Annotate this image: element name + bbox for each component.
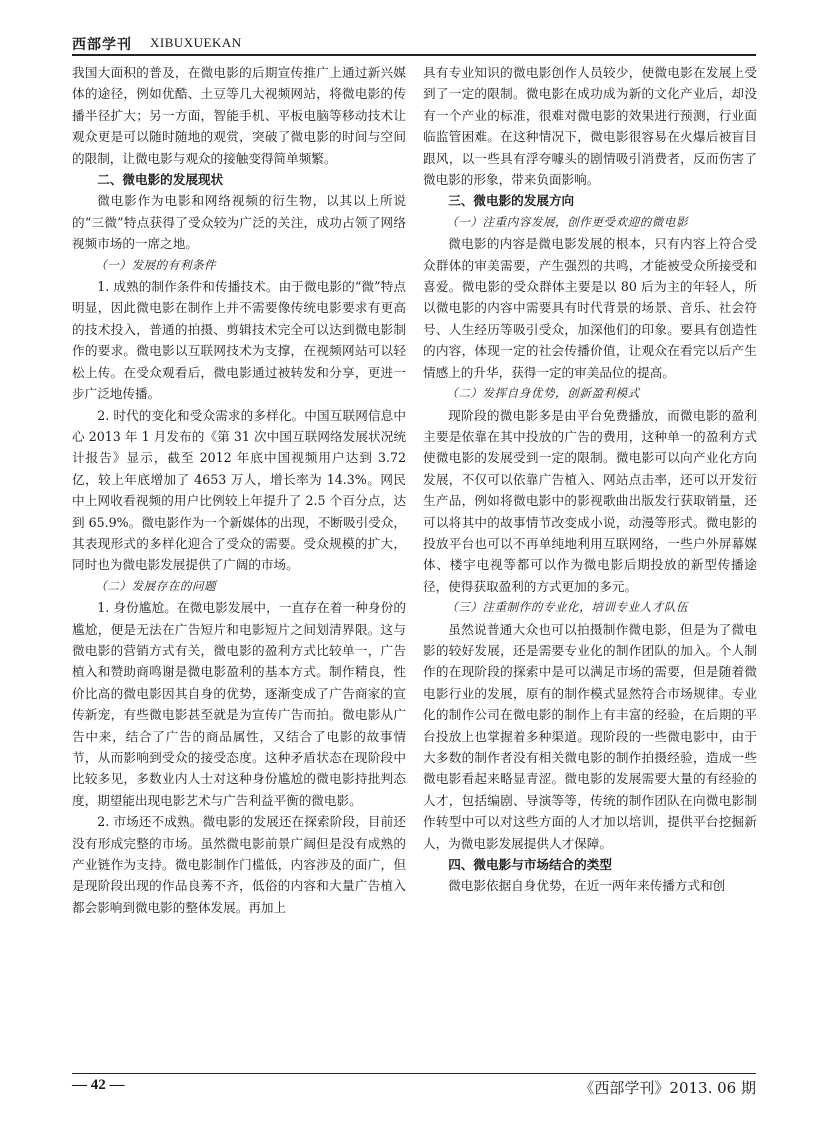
subsection-heading: （二）发展存在的问题 (95, 578, 217, 593)
journal-name-en: XIBUXUEKAN (150, 35, 242, 50)
body-paragraph: 1. 身份尴尬。在微电影发展中，一直存在着一种身份的尴尬，便是无法在广告短片和电影短片之间划清界限。这与微电影的营销方式有关，微电影的盈利方式比较单一，广告植入和赞助商鸣谢是微电影盈利的基本方式。制作精良，性价比高的微电影因其自身的优势，逐渐变成了广告商家的宣传新宠，有些微电影甚至就是为宣传广告而拍。微电影从广告中来，结合了广告的商品属性，又结合了电影的故事情节，从而影响到受众的接受态度。这种矛盾状态在现阶段中比较多见，多数业内人士对这种身份尴尬的微电影持批判态度，期望能出现电影艺术与广告利益平衡的微电影。 (72, 600, 406, 808)
running-footer (72, 1073, 756, 1098)
left-column (72, 62, 406, 1062)
body-paragraph: 虽然说普通大众也可以拍摄制作微电影，但是为了微电影的较好发展，还是需要专业化的制作团队的加入。个人制作的在现阶段的探索中是可以满足市场的需要，但是随着微电影行业的发展，原有的制作模式显然符合市场规律。专业化的制作公司在微电影的制作上有丰富的经验，在后期的平台投放上也掌握着多种渠道。现阶段的一些微电影中，由于大多数的制作者没有相关微电影的制作拍摄经验，造成一些微电影看起来略显青涩。微电影的发展需要大量的有经验的人才，包括编剧、导演等等，传统的制作团队在向微电影制作转型中可以对这些方面的人才加以培训，提供平台挖掘新人，为微电影发展提供人才保障。 (423, 621, 757, 851)
body-paragraph: 微电影的内容是微电影发展的根本，只有内容上符合受众群体的审美需要，产生强烈的共鸣，才能被受众所接受和喜爱。微电影的受众群体主要是以 80 后为主的年轻人，所以微电影的内容中需要具有时代背景的场景、音乐、社会符号、人生经历等吸引受众，加深他们的印象。要具有创造性的内容，体现一定的社会传播价值，让观众在看完以后产生情感上的升华，获得一定的审美品位的提高。 (423, 236, 757, 380)
body-paragraph: 微电影作为电影和网络视频的衍生物，以其以上所说的“三微”特点获得了受众较为广泛的关注，成功占领了网络视频市场的一席之地。 (72, 193, 406, 252)
section-heading: 三、微电影的发展方向 (448, 193, 575, 209)
body-paragraph: 1. 成熟的制作条件和传播技术。由于微电影的“微”特点明显，因此微电影在制作上并不需要像传统电影要求有更高的技术投入，普通的拍摄、剪辑技术完全可以达到微电影制作的要求。微电影以互联网技术为支撑，在视频网站可以轻松上传。在受众观看后，微电影通过被转发和分享，更进一步广泛地传播。 (72, 279, 406, 402)
section-heading: 四、微电影与市场结合的类型 (448, 857, 612, 873)
subsection-heading: （二）发挥自身优势，创新盈利模式 (446, 386, 640, 401)
subsection-heading: （三）注重制作的专业化，培训专业人才队伍 (446, 600, 689, 615)
body-paragraph: 具有专业知识的微电影创作人员较少，使微电影在发展上受到了一定的限制。微电影在成功成为新的文化产业后，却没有一个产业的标准，很难对微电影的效果进行预测，行业面临监管困难。在这种情况下，微电影很容易在火爆后被盲目跟风，以一些具有浮夸噱头的剧情吸引消费者，反而伤害了微电影的形象，带来负面影响。 (423, 65, 757, 188)
page-number: — 42 — (72, 1077, 125, 1093)
right-column (423, 62, 757, 1062)
body-paragraph: 微电影依据自身优势，在近一两年来传播方式和创 (448, 878, 726, 894)
body-paragraph: 我国大面积的普及，在微电影的后期宣传推广上通过新兴媒体的途径，例如优酷、土豆等几大视频网站，将微电影的传播半径扩大；另一方面，智能手机、平板电脑等移动技术让观众更是可以随时随地的观赏，突破了微电影的时间与空间的限制，让微电影与观众的接触变得简单频繁。 (72, 65, 406, 166)
running-header (72, 34, 756, 56)
body-paragraph: 现阶段的微电影多是由平台免费播放，而微电影的盈利主要是依靠在其中投放的广告的费用，这种单一的盈利方式使微电影的发展受到一定的限制。微电影可以向产业化方向发展，不仅可以依靠广告植入、网站点击率，还可以开发衍生产品，例如将微电影中的影视歌曲出版发行获取销量，还可以将其中的故事情节改变成小说，动漫等形式。微电影的投放平台也可以不再单纯地利用互联网络，一些户外屏幕媒体、楼宇电视等都可以作为微电影后期投放的新型传播途径，使得获取盈利的方式更加的多元。 (423, 407, 757, 594)
body-paragraph: 2. 市场还不成熟。微电影的发展还在探索阶段，目前还没有形成完整的市场。虽然微电影前景广阔但是没有成熟的产业链作为支持。微电影制作门槛低，内容涉及的面广，但是现阶段出现的作品良莠不齐，低俗的内容和大量广告植入都会影响到微电影的整体发展。再加上 (72, 814, 406, 915)
body-paragraph: 2. 时代的变化和受众需求的多样化。中国互联网信息中心 2013 年 1 月发布的《第 31 次中国互联网络发展状况统计报告》显示，截至 2012 年底中国视频用户达到 3.72 亿，较上年底增加了 4653 万人，增长率为 14.3%。网民中上网收看视频的用户比例较上年提升了 2.5 个百分点，达到 65.9%。微电影作为一个新媒体的出现，不断吸引受众，其表现形式的多样化迎合了受众的需要。受众规模的扩大，同时也为微电影发展提供了广阔的市场。 (72, 407, 406, 573)
subsection-heading: （一）注重内容发展，创作更受欢迎的微电影 (446, 214, 689, 229)
subsection-heading: （一）发展的有利条件 (95, 257, 217, 272)
section-heading: 二、微电影的发展现状 (97, 172, 224, 188)
issue-label: 《西部学刊》2013. 06 期 (579, 1079, 756, 1097)
journal-name-cn: 西部学刊 (72, 37, 132, 53)
